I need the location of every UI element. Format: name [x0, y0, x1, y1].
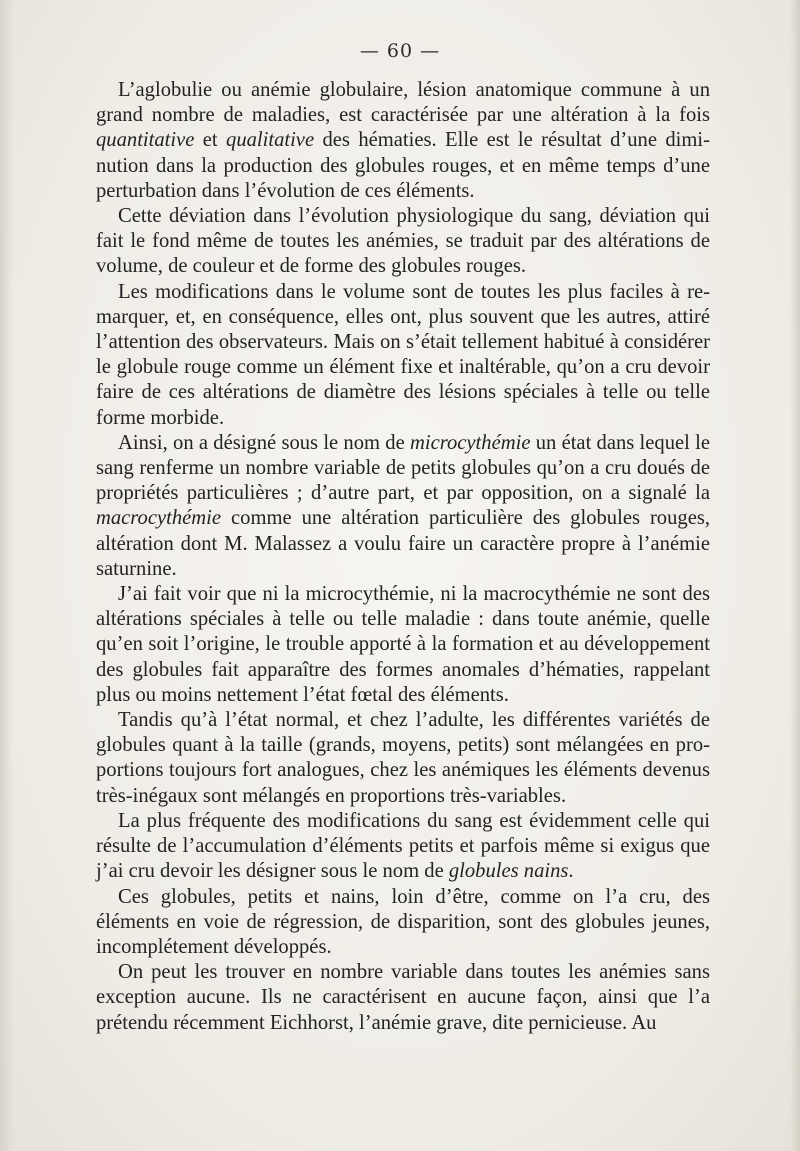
text-run: On peut les trouver en nombre variable dans toutes les anémies sans exception aucune. Ils ne caractérisent en aucune façon, ainsi que l’a prétendu récemment Eichhorst, l’anémie grave, dite pernicieuse. Au: [96, 961, 710, 1034]
paragraph: [96, 78, 710, 204]
text-run: Tandis qu’à l’état normal, et chez l’adulte, les différentes variétés de globules quant à la taille (grands, moyens, petits) sont mélangées en proportions toujours fort analogues, chez les anémiques les éléments devenus très-inégaux sont mélangés en proportions très-variables.: [96, 709, 710, 807]
italic-term: macrocythémie: [96, 507, 222, 530]
text-run: Les modifications dans le volume sont de toutes les plus faciles à remarquer, et, en conséquence, elles ont, plus souvent que les autres, attiré l’attention des observateurs. Mais on s’était tellement habitué à considérer le globule rouge comme un élément fixe et inaltérable, qu’on a cru devoir faire de ces altérations de diamètre des lésions spéciales à telle ou telle forme morbide.: [96, 280, 710, 429]
text-run: .: [568, 860, 574, 883]
text-run: des hématies. Elle est le résultat d’une diminution dans la production des globules rouges, et en même temps d’une perturbation dans l’évolution de ces éléments.: [96, 129, 710, 202]
text-run: et: [194, 129, 227, 152]
page-right-edge-shadow: [790, 0, 800, 1151]
italic-term: globules nains: [448, 860, 569, 883]
paragraph: [96, 708, 710, 809]
text-run: Cette déviation dans l’évolution physiologique du sang, déviation qui fait le fond même de toutes les anémies, se traduit par des altérations de volume, de couleur et de forme des globules rouges.: [96, 205, 710, 278]
paragraph: [96, 960, 710, 1036]
text-run: un état dans lequel le sang renferme un nombre variable de petits globules qu’on a cru doués de propriétés particulières ; d’autre part, et par opposition, on a signalé la: [96, 431, 710, 505]
text-run: Ces globules, petits et nains, loin d’être, comme on l’a cru, des éléments en voie de régression, de disparition, sont des globules jeunes, incomplétement développés.: [96, 885, 710, 958]
text-run: La plus fréquente des modifications du sang est évidemment celle qui résulte de l’accumulation d’éléments petits et parfois même si exigus que j’ai cru devoir les désigner sous le nom de: [96, 809, 710, 883]
paragraph: [96, 204, 710, 280]
page-number: — 60 —: [359, 40, 441, 62]
paragraph: [96, 582, 710, 708]
paragraph: [96, 809, 710, 885]
text-run: J’ai fait voir que ni la microcythémie, ni la macrocythémie ne sont des altérations spéciales à telle ou telle maladie : dans toute anémie, quelle qu’en soit l’origine, le trouble apporté à la formation et au développement des globules fait apparaître des formes anomales d’hématies, rappelant plus ou moins nettement l’état fœtal des éléments.: [96, 583, 710, 706]
page-left-edge-shadow: [0, 0, 14, 1151]
text-run: L’aglobulie ou anémie globulaire, lésion anatomique commune à un grand nombre de maladies, est caractérisée par une altération à la fois: [96, 79, 710, 127]
italic-term: quantitative: [96, 129, 195, 152]
text-run: comme une altération particulière des globules rouges, altération dont M. Malassez a voulu faire un caractère propre à l’anémie saturnine.: [96, 507, 710, 580]
paragraph: [96, 885, 710, 961]
body-text: [96, 78, 710, 1036]
paragraph: [96, 280, 710, 431]
paragraph: [96, 431, 710, 582]
italic-term: microcythémie: [410, 431, 531, 454]
text-run: Ainsi, on a désigné sous le nom de: [118, 431, 410, 454]
italic-term: qualitative: [226, 129, 315, 152]
